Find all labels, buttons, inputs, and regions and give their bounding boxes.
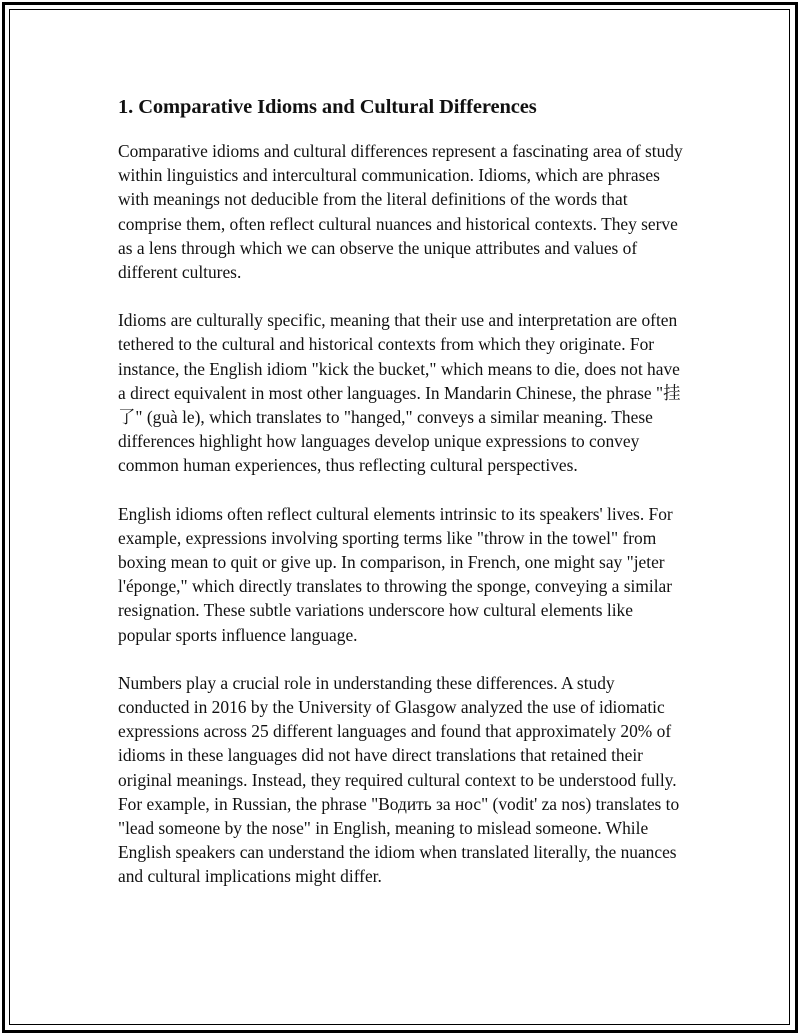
document-body — [118, 93, 688, 913]
paragraph-numbers-study: Numbers play a crucial role in understanding these differences. A study conducted in 2016 by the University of Glasgow analyzed the use of idiomatic expressions across 25 different languages and found that approximately 20% of idioms in these languages did not have direct translations that retained their original meanings. Instead, they required cultural context to be understood fully. For example, in Russian, the phrase "Водить за нос" (vodit' za nos) translates to "lead someone by the nose" in English, meaning to mislead someone. While English speakers can understand the idiom when translated literally, the nuances and cultural implications might differ. — [118, 672, 680, 887]
paragraph-intro: Comparative idioms and cultural differences represent a fascinating area of study within linguistics and intercultural communication. Idioms, which are phrases with meanings not deducible from the literal definitions of the words that comprise them, often reflect cultural nuances and historical contexts. They serve as a lens through which we can observe the unique attributes and values of different cultures. — [118, 141, 683, 283]
paragraph-cultural-specificity: Idioms are culturally specific, meaning that their use and interpretation are often tethered to the cultural and historical contexts from which they originate. For instance, the English idiom "kick the bucket," which means to die, does not have a direct equivalent in most other languages. In Mandarin Chinese, the phrase "挂了" (guà le), which translates to "hanged," conveys a similar meaning. These differences highlight how languages develop unique expressions to convey common human experiences, thus reflecting cultural perspectives. — [118, 310, 681, 476]
section-heading: 1. Comparative Idioms and Cultural Differences — [118, 96, 537, 118]
paragraph-english-idioms: English idioms often reflect cultural elements intrinsic to its speakers' lives. For example, expressions involving sporting terms like "throw in the towel" from boxing mean to quit or give up. In comparison, in French, one might say "jeter l'éponge," which directly translates to throwing the sponge, conveying a similar resignation. These subtle variations underscore how cultural elements like popular sports influence language. — [118, 503, 673, 645]
